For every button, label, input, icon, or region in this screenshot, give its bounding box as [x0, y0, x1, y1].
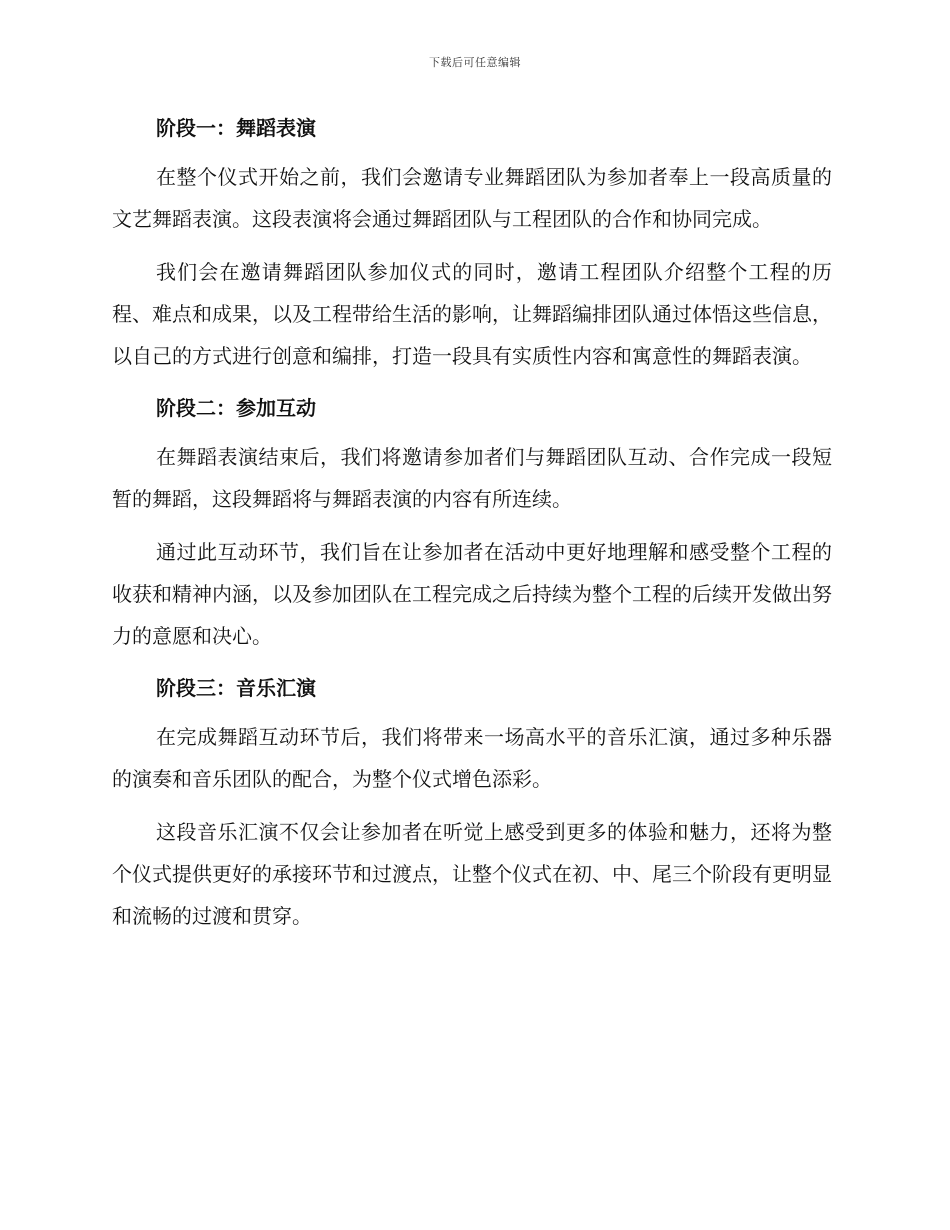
paragraph: 这段音乐汇演不仅会让参加者在听觉上感受到更多的体验和魅力，还将为整个仪式提供更好的承接环节和过渡点，让整个仪式在初、中、尾三个阶段有更明显和流畅的过渡和贯穿。 [112, 820, 832, 928]
section-title: 阶段三：音乐汇演 [156, 676, 316, 700]
paragraph: 在舞蹈表演结束后，我们将邀请参加者们与舞蹈团队互动、合作完成一段短暂的舞蹈，这段舞蹈将与舞蹈表演的内容有所连续。 [112, 445, 832, 511]
document-body [112, 108, 832, 948]
paragraph: 在整个仪式开始之前，我们会邀请专业舞蹈团队为参加者奉上一段高质量的文艺舞蹈表演。这段表演将会通过舞蹈团队与工程团队的合作和协同完成。 [112, 165, 832, 231]
header-note: 下载后可任意编辑 [429, 56, 521, 69]
paragraph: 在完成舞蹈互动环节后，我们将带来一场高水平的音乐汇演，通过多种乐器的演奏和音乐团队的配合，为整个仪式增色添彩。 [112, 725, 832, 791]
section-stage-2 [112, 388, 832, 657]
paragraph: 通过此互动环节，我们旨在让参加者在活动中更好地理解和感受整个工程的收获和精神内涵，以及参加团队在工程完成之后持续为整个工程的后续开发做出努力的意愿和决心。 [112, 540, 832, 648]
section-title: 阶段一：舞蹈表演 [156, 116, 316, 140]
section-title: 阶段二：参加互动 [156, 396, 316, 420]
section-stage-3 [112, 668, 832, 937]
section-stage-1 [112, 108, 832, 377]
paragraph: 我们会在邀请舞蹈团队参加仪式的同时，邀请工程团队介绍整个工程的历程、难点和成果，以及工程带给生活的影响，让舞蹈编排团队通过体悟这些信息，以自己的方式进行创意和编排，打造一段具有实质性内容和寓意性的舞蹈表演。 [112, 260, 832, 368]
